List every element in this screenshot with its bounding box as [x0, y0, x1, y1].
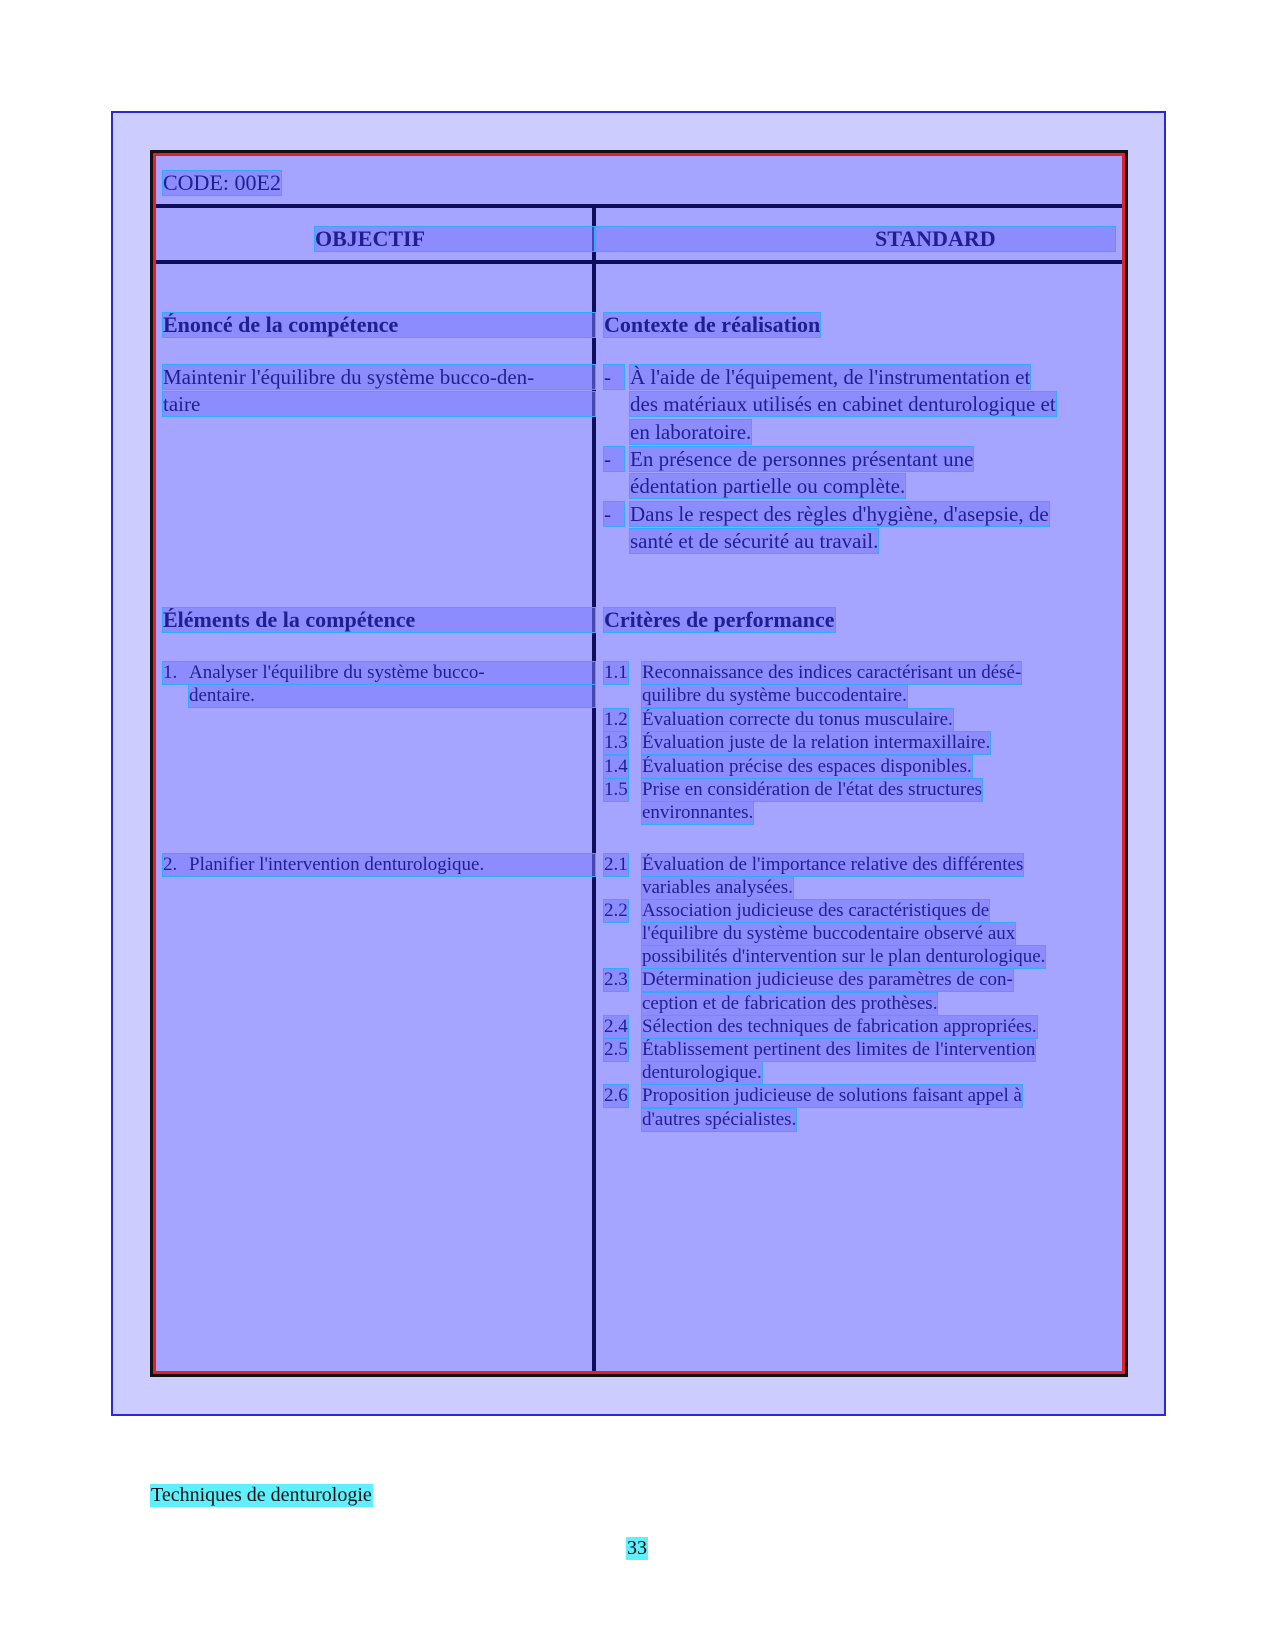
footer-program: Techniques de denturologie	[151, 1484, 372, 1506]
contexte-item-1: -	[604, 365, 624, 389]
critere-line: variables analysées.	[642, 877, 793, 898]
contexte-title: Contexte de réalisation	[604, 312, 821, 337]
critere-line: quilibre du système buccodentaire.	[642, 685, 907, 706]
contexte-item-1-line-2: des matériaux utilisés en cabinet denturologique et	[630, 392, 1056, 416]
header-divider	[156, 204, 1122, 208]
contexte-item-3: -	[604, 502, 624, 526]
critere-line: Établissement pertinent des limites de l'intervention	[642, 1039, 1036, 1060]
critere-line: Reconnaissance des indices caractérisant un désé-	[642, 662, 1022, 683]
contexte-item-1-line-1: À l'aide de l'équipement, de l'instrumentation et	[630, 365, 1031, 389]
contexte-item-3-line-2: santé et de sécurité au travail.	[630, 529, 879, 553]
critere-line: Sélection des techniques de fabrication appropriées.	[642, 1016, 1037, 1037]
critere-number: 2.5	[604, 1039, 628, 1060]
critere-line: l'équilibre du système buccodentaire observé aux	[642, 923, 1016, 944]
critere-line: environnantes.	[642, 802, 754, 823]
critere-line: Évaluation de l'importance relative des différentes	[642, 854, 1024, 875]
critere-line: Prise en considération de l'état des structures	[642, 779, 983, 800]
enonce-line-2: taire	[163, 392, 595, 416]
critere-number: 2.6	[604, 1085, 628, 1106]
code-line: CODE: 00E2	[163, 170, 281, 195]
enonce-title: Énoncé de la compétence	[163, 313, 595, 337]
critere-line: ception et de fabrication des prothèses.	[642, 993, 938, 1014]
critere-line: Évaluation précise des espaces disponibles.	[642, 756, 972, 777]
contexte-item-2-line-2: édentation partielle ou complète.	[630, 474, 906, 498]
title-divider	[156, 260, 1122, 264]
critere-number: 1.4	[604, 756, 628, 777]
element-2: 2. Planifier l'intervention denturologique.	[163, 854, 595, 876]
critere-number: 2.1	[604, 854, 628, 875]
element-1: 1. Analyser l'équilibre du système bucco-	[163, 662, 595, 684]
critere-number: 1.1	[604, 662, 628, 683]
contexte-item-3-line-1: Dans le respect des règles d'hygiène, d'asepsie, de	[630, 502, 1049, 526]
critere-line: d'autres spécialistes.	[642, 1109, 797, 1130]
criteres-title: Critères de performance	[604, 607, 835, 632]
competency-table	[150, 150, 1128, 1377]
standard-header: STANDARD	[595, 227, 1115, 251]
contexte-item-2-line-1: En présence de personnes présentant une	[630, 447, 974, 471]
element-1-cont: dentaire.	[189, 685, 595, 707]
critere-number: 1.3	[604, 732, 628, 753]
critere-number: 1.2	[604, 709, 628, 730]
critere-line: possibilités d'intervention sur le plan denturologique.	[642, 946, 1046, 967]
critere-number: 2.2	[604, 900, 628, 921]
critere-number: 2.4	[604, 1016, 628, 1037]
critere-number: 2.3	[604, 969, 628, 990]
critere-number: 1.5	[604, 779, 628, 800]
elements-title: Éléments de la compétence	[163, 608, 595, 632]
contexte-item-2: -	[604, 447, 624, 471]
critere-line: Évaluation correcte du tonus musculaire.	[642, 709, 953, 730]
critere-line: Évaluation juste de la relation intermaxillaire.	[642, 732, 991, 753]
page-number: 33	[627, 1537, 647, 1559]
critere-line: denturologique.	[642, 1062, 762, 1083]
enonce-line-1: Maintenir l'équilibre du système bucco-den-	[163, 365, 595, 389]
objectif-header: OBJECTIF	[315, 227, 595, 251]
critere-line: Proposition judicieuse de solutions faisant appel à	[642, 1085, 1022, 1106]
contexte-item-1-line-3: en laboratoire.	[630, 420, 752, 444]
critere-line: Détermination judicieuse des paramètres de con-	[642, 969, 1013, 990]
critere-line: Association judicieuse des caractéristiques de	[642, 900, 990, 921]
